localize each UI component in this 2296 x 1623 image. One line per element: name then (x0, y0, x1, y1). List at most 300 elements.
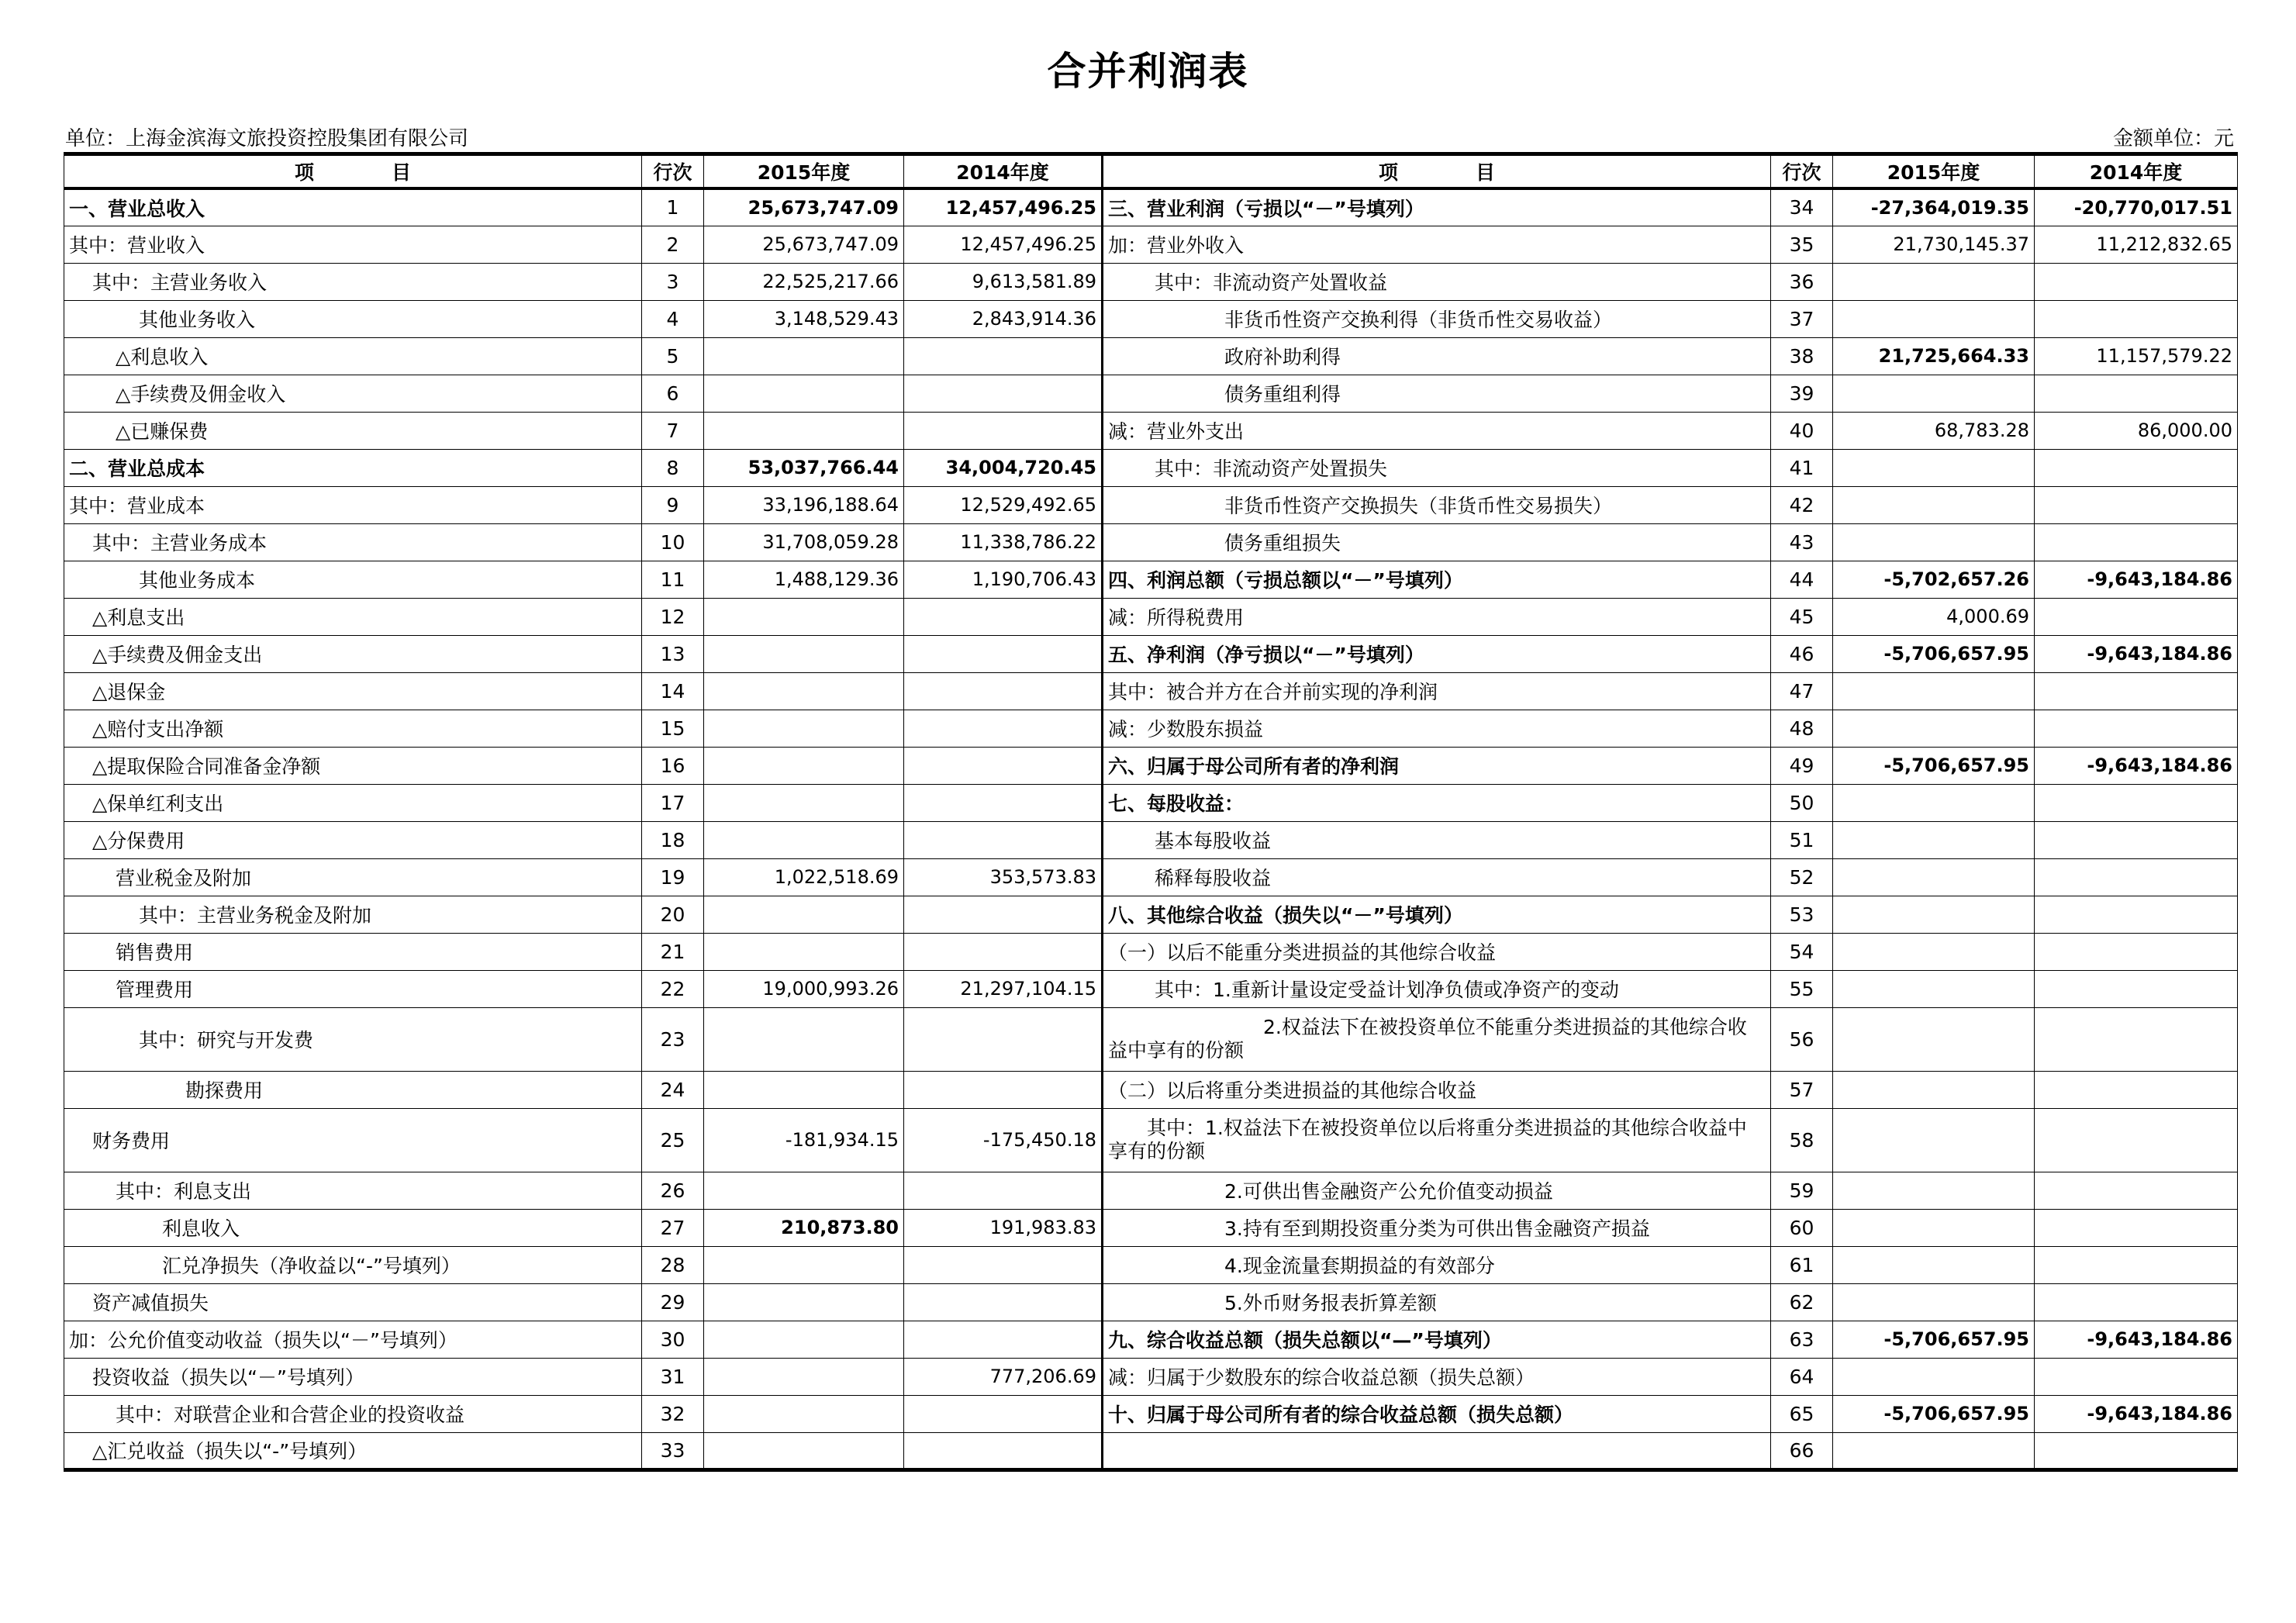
amount-2014-cell: 11,157,579.22 (2035, 337, 2238, 375)
company-unit-label: 单位：上海金滨海文旅投资控股集团有限公司 (65, 127, 469, 150)
seq-cell: 6 (642, 375, 704, 412)
item-name-cell: 其中：被合并方在合并前实现的净利润 (1103, 672, 1771, 710)
amount-2015-cell: 25,673,747.09 (704, 226, 904, 263)
table-row (64, 1108, 2238, 1172)
seq-cell: 39 (1771, 375, 1833, 412)
table-row (64, 1283, 2238, 1321)
amount-2015-cell: -181,934.15 (704, 1108, 904, 1172)
item-name-cell: 三、营业利润（亏损以“－”号填列） (1103, 188, 1771, 226)
amount-2015-cell (1833, 1108, 2035, 1172)
amount-2015-cell: 22,525,217.66 (704, 263, 904, 300)
amount-2014-cell (2035, 449, 2238, 486)
item-name-cell: 减：营业外支出 (1103, 412, 1771, 449)
amount-2014-cell (904, 1321, 1103, 1358)
amount-2014-cell: 11,338,786.22 (904, 523, 1103, 561)
amount-2015-cell (704, 1321, 904, 1358)
item-name-cell: 其中：主营业务成本 (64, 523, 642, 561)
seq-cell: 59 (1771, 1172, 1833, 1209)
amount-2015-cell (704, 1172, 904, 1209)
seq-cell: 19 (642, 858, 704, 896)
seq-cell: 62 (1771, 1283, 1833, 1321)
item-name-cell: 勘探费用 (64, 1071, 642, 1108)
table-row (64, 598, 2238, 635)
amount-2015-cell (704, 375, 904, 412)
amount-2014-cell (2035, 1209, 2238, 1246)
amount-2015-cell (1833, 1432, 2035, 1469)
amount-2015-cell (1833, 1172, 2035, 1209)
amount-2014-cell: 9,613,581.89 (904, 263, 1103, 300)
table-row (64, 449, 2238, 486)
table-row (64, 635, 2238, 672)
amount-2014-cell: -9,643,184.86 (2035, 561, 2238, 598)
amount-2015-cell: 25,673,747.09 (704, 188, 904, 226)
item-name-cell: 九、综合收益总额（损失总额以“—”号填列） (1103, 1321, 1771, 1358)
seq-cell: 22 (642, 970, 704, 1007)
amount-2014-cell (2035, 1246, 2238, 1283)
amount-2015-cell (1833, 263, 2035, 300)
seq-cell: 20 (642, 896, 704, 933)
item-name-cell: 其中：利息支出 (64, 1172, 642, 1209)
item-name-cell: 政府补助利得 (1103, 337, 1771, 375)
amount-2015-cell: 21,730,145.37 (1833, 226, 2035, 263)
amount-2015-cell: -27,364,019.35 (1833, 188, 2035, 226)
seq-cell: 54 (1771, 933, 1833, 970)
item-name-cell: 四、利润总额（亏损总额以“－”号填列） (1103, 561, 1771, 598)
item-name-cell: 其中：主营业务税金及附加 (64, 896, 642, 933)
item-name-cell: 二、营业总成本 (64, 449, 642, 486)
header-2015-right: 2015年度 (1833, 154, 2035, 189)
item-name-cell: △利息支出 (64, 598, 642, 635)
amount-2015-cell: 1,488,129.36 (704, 561, 904, 598)
amount-2015-cell (1833, 1358, 2035, 1395)
amount-2015-cell (704, 1358, 904, 1395)
amount-2014-cell: -9,643,184.86 (2035, 1395, 2238, 1432)
item-name-cell: 减：归属于少数股东的综合收益总额（损失总额） (1103, 1358, 1771, 1395)
seq-cell: 9 (642, 486, 704, 523)
amount-2015-cell (1833, 933, 2035, 970)
header-2014-left: 2014年度 (904, 154, 1103, 189)
header-seq-left: 行次 (642, 154, 704, 189)
amount-2015-cell: 1,022,518.69 (704, 858, 904, 896)
header-item-left: 项 目 (64, 154, 642, 189)
amount-2015-cell: 33,196,188.64 (704, 486, 904, 523)
seq-cell: 7 (642, 412, 704, 449)
seq-cell: 37 (1771, 300, 1833, 337)
amount-2014-cell: 11,212,832.65 (2035, 226, 2238, 263)
table-row (64, 1395, 2238, 1432)
seq-cell: 34 (1771, 188, 1833, 226)
amount-2014-cell (904, 1283, 1103, 1321)
amount-2014-cell (904, 1395, 1103, 1432)
amount-2015-cell: -5,702,657.26 (1833, 561, 2035, 598)
amount-2015-cell (1833, 1071, 2035, 1108)
item-name-cell: （二）以后将重分类进损益的其他综合收益 (1103, 1071, 1771, 1108)
seq-cell: 53 (1771, 896, 1833, 933)
table-row (64, 933, 2238, 970)
amount-2014-cell: -9,643,184.86 (2035, 747, 2238, 784)
item-name-cell: 3.持有至到期投资重分类为可供出售金融资产损益 (1103, 1209, 1771, 1246)
amount-2014-cell (2035, 1007, 2238, 1071)
amount-2015-cell (704, 1432, 904, 1469)
table-row (64, 1172, 2238, 1209)
amount-2014-cell: 2,843,914.36 (904, 300, 1103, 337)
amount-2015-cell (1833, 672, 2035, 710)
item-name-cell: 5.外币财务报表折算差额 (1103, 1283, 1771, 1321)
amount-2014-cell (2035, 858, 2238, 896)
amount-2015-cell (1833, 1209, 2035, 1246)
table-row (64, 1209, 2238, 1246)
seq-cell: 30 (642, 1321, 704, 1358)
item-name-cell: 十、归属于母公司所有者的综合收益总额（损失总额） (1103, 1395, 1771, 1432)
amount-2014-cell (2035, 821, 2238, 858)
item-name-cell: 五、净利润（净亏损以“－”号填列） (1103, 635, 1771, 672)
seq-cell: 45 (1771, 598, 1833, 635)
seq-cell: 41 (1771, 449, 1833, 486)
amount-2014-cell (2035, 710, 2238, 747)
amount-2015-cell (704, 412, 904, 449)
seq-cell: 23 (642, 1007, 704, 1071)
item-name-cell: 利息收入 (64, 1209, 642, 1246)
amount-2014-cell (2035, 375, 2238, 412)
seq-cell: 43 (1771, 523, 1833, 561)
item-name-cell: 债务重组利得 (1103, 375, 1771, 412)
amount-2014-cell (2035, 300, 2238, 337)
amount-2015-cell (1833, 1246, 2035, 1283)
table-row (64, 375, 2238, 412)
header-2015-left: 2015年度 (704, 154, 904, 189)
seq-cell: 16 (642, 747, 704, 784)
item-name-cell: 资产减值损失 (64, 1283, 642, 1321)
amount-2015-cell (1833, 858, 2035, 896)
amount-2015-cell: -5,706,657.95 (1833, 635, 2035, 672)
table-row (64, 1007, 2238, 1071)
table-row (64, 486, 2238, 523)
table-row (64, 263, 2238, 300)
seq-cell: 48 (1771, 710, 1833, 747)
amount-2014-cell: 86,000.00 (2035, 412, 2238, 449)
item-name-cell: 其中：非流动资产处置收益 (1103, 263, 1771, 300)
amount-2014-cell: 12,529,492.65 (904, 486, 1103, 523)
item-name-cell: 营业税金及附加 (64, 858, 642, 896)
table-row (64, 412, 2238, 449)
seq-cell: 49 (1771, 747, 1833, 784)
amount-2015-cell: 19,000,993.26 (704, 970, 904, 1007)
seq-cell: 36 (1771, 263, 1833, 300)
item-name-cell: 汇兑净损失（净收益以“-”号填列） (64, 1246, 642, 1283)
seq-cell: 8 (642, 449, 704, 486)
amount-2014-cell (2035, 1432, 2238, 1469)
amount-2014-cell (2035, 263, 2238, 300)
amount-2015-cell (704, 1283, 904, 1321)
item-name-cell: 八、其他综合收益（损失以“－”号填列） (1103, 896, 1771, 933)
currency-unit-label: 金额单位：元 (2112, 127, 2234, 150)
item-name-cell: 其中：1.重新计量设定受益计划净负债或净资产的变动 (1103, 970, 1771, 1007)
table-row (64, 970, 2238, 1007)
item-name-cell: 其中：研究与开发费 (64, 1007, 642, 1071)
amount-2014-cell: 191,983.83 (904, 1209, 1103, 1246)
amount-2015-cell (1833, 710, 2035, 747)
income-statement-table (64, 152, 2238, 1472)
amount-2014-cell (2035, 1071, 2238, 1108)
item-name-cell (1103, 1432, 1771, 1469)
seq-cell: 33 (642, 1432, 704, 1469)
amount-2015-cell (1833, 896, 2035, 933)
table-body (64, 188, 2238, 1469)
amount-2015-cell: 21,725,664.33 (1833, 337, 2035, 375)
item-name-cell: 其中：对联营企业和合营企业的投资收益 (64, 1395, 642, 1432)
item-name-cell: 其他业务收入 (64, 300, 642, 337)
amount-2015-cell: -5,706,657.95 (1833, 1395, 2035, 1432)
amount-2014-cell: -175,450.18 (904, 1108, 1103, 1172)
table-row (64, 747, 2238, 784)
seq-cell: 15 (642, 710, 704, 747)
item-name-cell: 加：公允价值变动收益（损失以“－”号填列） (64, 1321, 642, 1358)
item-name-cell: 稀释每股收益 (1103, 858, 1771, 896)
item-name-cell: 非货币性资产交换损失（非货币性交易损失） (1103, 486, 1771, 523)
seq-cell: 52 (1771, 858, 1833, 896)
table-row (64, 821, 2238, 858)
amount-2014-cell (2035, 1108, 2238, 1172)
header-seq-right: 行次 (1771, 154, 1833, 189)
table-row (64, 1071, 2238, 1108)
amount-2015-cell (704, 747, 904, 784)
seq-cell: 24 (642, 1071, 704, 1108)
seq-cell: 56 (1771, 1007, 1833, 1071)
amount-2014-cell (2035, 1172, 2238, 1209)
amount-2014-cell (904, 412, 1103, 449)
item-name-cell: 其他业务成本 (64, 561, 642, 598)
amount-2014-cell: 12,457,496.25 (904, 226, 1103, 263)
amount-2015-cell (1833, 523, 2035, 561)
seq-cell: 26 (642, 1172, 704, 1209)
table-row (64, 1358, 2238, 1395)
seq-cell: 2 (642, 226, 704, 263)
seq-cell: 1 (642, 188, 704, 226)
item-name-cell: 投资收益（损失以“－”号填列） (64, 1358, 642, 1395)
amount-2015-cell (704, 933, 904, 970)
item-name-cell: 其中：非流动资产处置损失 (1103, 449, 1771, 486)
item-name-cell: 4.现金流量套期损益的有效部分 (1103, 1246, 1771, 1283)
item-name-cell: △手续费及佣金支出 (64, 635, 642, 672)
item-name-cell: △已赚保费 (64, 412, 642, 449)
seq-cell: 42 (1771, 486, 1833, 523)
item-name-cell: 2.可供出售金融资产公允价值变动损益 (1103, 1172, 1771, 1209)
seq-cell: 40 (1771, 412, 1833, 449)
amount-2014-cell (2035, 1283, 2238, 1321)
amount-2015-cell (1833, 970, 2035, 1007)
item-name-cell: 减：所得税费用 (1103, 598, 1771, 635)
amount-2015-cell (1833, 486, 2035, 523)
table-row (64, 858, 2238, 896)
item-name-cell: （一）以后不能重分类进损益的其他综合收益 (1103, 933, 1771, 970)
item-name-cell: 一、营业总收入 (64, 188, 642, 226)
seq-cell: 14 (642, 672, 704, 710)
item-name-cell: 其中：主营业务收入 (64, 263, 642, 300)
amount-2014-cell (904, 672, 1103, 710)
amount-2015-cell (704, 337, 904, 375)
amount-2015-cell (1833, 821, 2035, 858)
seq-cell: 4 (642, 300, 704, 337)
amount-2015-cell (1833, 300, 2035, 337)
amount-2014-cell (2035, 1358, 2238, 1395)
amount-2015-cell: -5,706,657.95 (1833, 747, 2035, 784)
item-name-cell: 2.权益法下在被投资单位不能重分类进损益的其他综合收益中享有的份额 (1103, 1007, 1771, 1071)
table-row (64, 672, 2238, 710)
amount-2015-cell (704, 1395, 904, 1432)
table-row (64, 523, 2238, 561)
amount-2014-cell: -9,643,184.86 (2035, 635, 2238, 672)
seq-cell: 61 (1771, 1246, 1833, 1283)
page-title: 合并利润表 (1047, 49, 1249, 94)
seq-cell: 27 (642, 1209, 704, 1246)
amount-2014-cell (2035, 970, 2238, 1007)
amount-2014-cell (904, 1007, 1103, 1071)
header-item-right: 项 目 (1103, 154, 1771, 189)
item-name-cell: △提取保险合同准备金净额 (64, 747, 642, 784)
amount-2014-cell: 353,573.83 (904, 858, 1103, 896)
amount-2015-cell: 210,873.80 (704, 1209, 904, 1246)
item-name-cell: 减：少数股东损益 (1103, 710, 1771, 747)
amount-2014-cell: 12,457,496.25 (904, 188, 1103, 226)
amount-2015-cell (704, 1246, 904, 1283)
seq-cell: 57 (1771, 1071, 1833, 1108)
amount-2015-cell: 4,000.69 (1833, 598, 2035, 635)
amount-2014-cell (2035, 896, 2238, 933)
item-name-cell: △分保费用 (64, 821, 642, 858)
seq-cell: 12 (642, 598, 704, 635)
amount-2014-cell (904, 784, 1103, 821)
seq-cell: 66 (1771, 1432, 1833, 1469)
amount-2014-cell: 777,206.69 (904, 1358, 1103, 1395)
seq-cell: 47 (1771, 672, 1833, 710)
amount-2014-cell (904, 710, 1103, 747)
table-row (64, 561, 2238, 598)
item-name-cell: △保单红利支出 (64, 784, 642, 821)
amount-2014-cell (904, 896, 1103, 933)
item-name-cell: △手续费及佣金收入 (64, 375, 642, 412)
amount-2014-cell (904, 821, 1103, 858)
table-row (64, 188, 2238, 226)
seq-cell: 60 (1771, 1209, 1833, 1246)
item-name-cell: 财务费用 (64, 1108, 642, 1172)
seq-cell: 21 (642, 933, 704, 970)
amount-2014-cell (904, 1432, 1103, 1469)
amount-2014-cell (2035, 672, 2238, 710)
item-name-cell: 基本每股收益 (1103, 821, 1771, 858)
amount-2015-cell (704, 1071, 904, 1108)
amount-2014-cell (904, 1172, 1103, 1209)
seq-cell: 35 (1771, 226, 1833, 263)
amount-2014-cell: 1,190,706.43 (904, 561, 1103, 598)
amount-2014-cell: -20,770,017.51 (2035, 188, 2238, 226)
amount-2015-cell (1833, 449, 2035, 486)
amount-2014-cell: -9,643,184.86 (2035, 1321, 2238, 1358)
item-name-cell: 管理费用 (64, 970, 642, 1007)
item-name-cell: △利息收入 (64, 337, 642, 375)
amount-2014-cell (2035, 598, 2238, 635)
seq-cell: 38 (1771, 337, 1833, 375)
table-row (64, 226, 2238, 263)
amount-2015-cell: 53,037,766.44 (704, 449, 904, 486)
item-name-cell: 加：营业外收入 (1103, 226, 1771, 263)
table-row (64, 1432, 2238, 1469)
item-name-cell: △退保金 (64, 672, 642, 710)
amount-2014-cell (904, 337, 1103, 375)
seq-cell: 51 (1771, 821, 1833, 858)
amount-2014-cell: 34,004,720.45 (904, 449, 1103, 486)
amount-2015-cell: 3,148,529.43 (704, 300, 904, 337)
seq-cell: 55 (1771, 970, 1833, 1007)
amount-2015-cell (704, 1007, 904, 1071)
amount-2015-cell (1833, 375, 2035, 412)
seq-cell: 31 (642, 1358, 704, 1395)
item-name-cell: 销售费用 (64, 933, 642, 970)
seq-cell: 13 (642, 635, 704, 672)
seq-cell: 46 (1771, 635, 1833, 672)
seq-cell: 65 (1771, 1395, 1833, 1432)
item-name-cell: 六、归属于母公司所有者的净利润 (1103, 747, 1771, 784)
seq-cell: 25 (642, 1108, 704, 1172)
amount-2015-cell (1833, 784, 2035, 821)
table-row (64, 710, 2238, 747)
amount-2015-cell (1833, 1283, 2035, 1321)
seq-cell: 64 (1771, 1358, 1833, 1395)
amount-2014-cell: 21,297,104.15 (904, 970, 1103, 1007)
table-row (64, 300, 2238, 337)
amount-2014-cell (904, 375, 1103, 412)
seq-cell: 50 (1771, 784, 1833, 821)
amount-2014-cell (904, 635, 1103, 672)
amount-2014-cell (2035, 933, 2238, 970)
seq-cell: 63 (1771, 1321, 1833, 1358)
amount-2015-cell (704, 672, 904, 710)
amount-2015-cell (704, 784, 904, 821)
seq-cell: 5 (642, 337, 704, 375)
header-2014-right: 2014年度 (2035, 154, 2238, 189)
amount-2014-cell (904, 747, 1103, 784)
amount-2015-cell (704, 635, 904, 672)
item-name-cell: 非货币性资产交换利得（非货币性交易收益） (1103, 300, 1771, 337)
amount-2015-cell (704, 821, 904, 858)
seq-cell: 17 (642, 784, 704, 821)
amount-2015-cell: -5,706,657.95 (1833, 1321, 2035, 1358)
amount-2015-cell (1833, 1007, 2035, 1071)
item-name-cell: 其中：1.权益法下在被投资单位以后将重分类进损益的其他综合收益中享有的份额 (1103, 1108, 1771, 1172)
seq-cell: 3 (642, 263, 704, 300)
table-header-row (64, 154, 2238, 189)
amount-2014-cell (2035, 784, 2238, 821)
seq-cell: 11 (642, 561, 704, 598)
seq-cell: 58 (1771, 1108, 1833, 1172)
table-row (64, 337, 2238, 375)
amount-2014-cell (904, 1071, 1103, 1108)
seq-cell: 32 (642, 1395, 704, 1432)
amount-2014-cell (2035, 523, 2238, 561)
item-name-cell: 其中：营业成本 (64, 486, 642, 523)
item-name-cell: 其中：营业收入 (64, 226, 642, 263)
amount-2015-cell (704, 598, 904, 635)
table-row (64, 1246, 2238, 1283)
amount-2014-cell (2035, 486, 2238, 523)
seq-cell: 10 (642, 523, 704, 561)
table-row (64, 1321, 2238, 1358)
amount-2014-cell (904, 1246, 1103, 1283)
item-name-cell: 七、每股收益： (1103, 784, 1771, 821)
amount-2014-cell (904, 598, 1103, 635)
amount-2015-cell (704, 896, 904, 933)
seq-cell: 29 (642, 1283, 704, 1321)
amount-2015-cell: 68,783.28 (1833, 412, 2035, 449)
